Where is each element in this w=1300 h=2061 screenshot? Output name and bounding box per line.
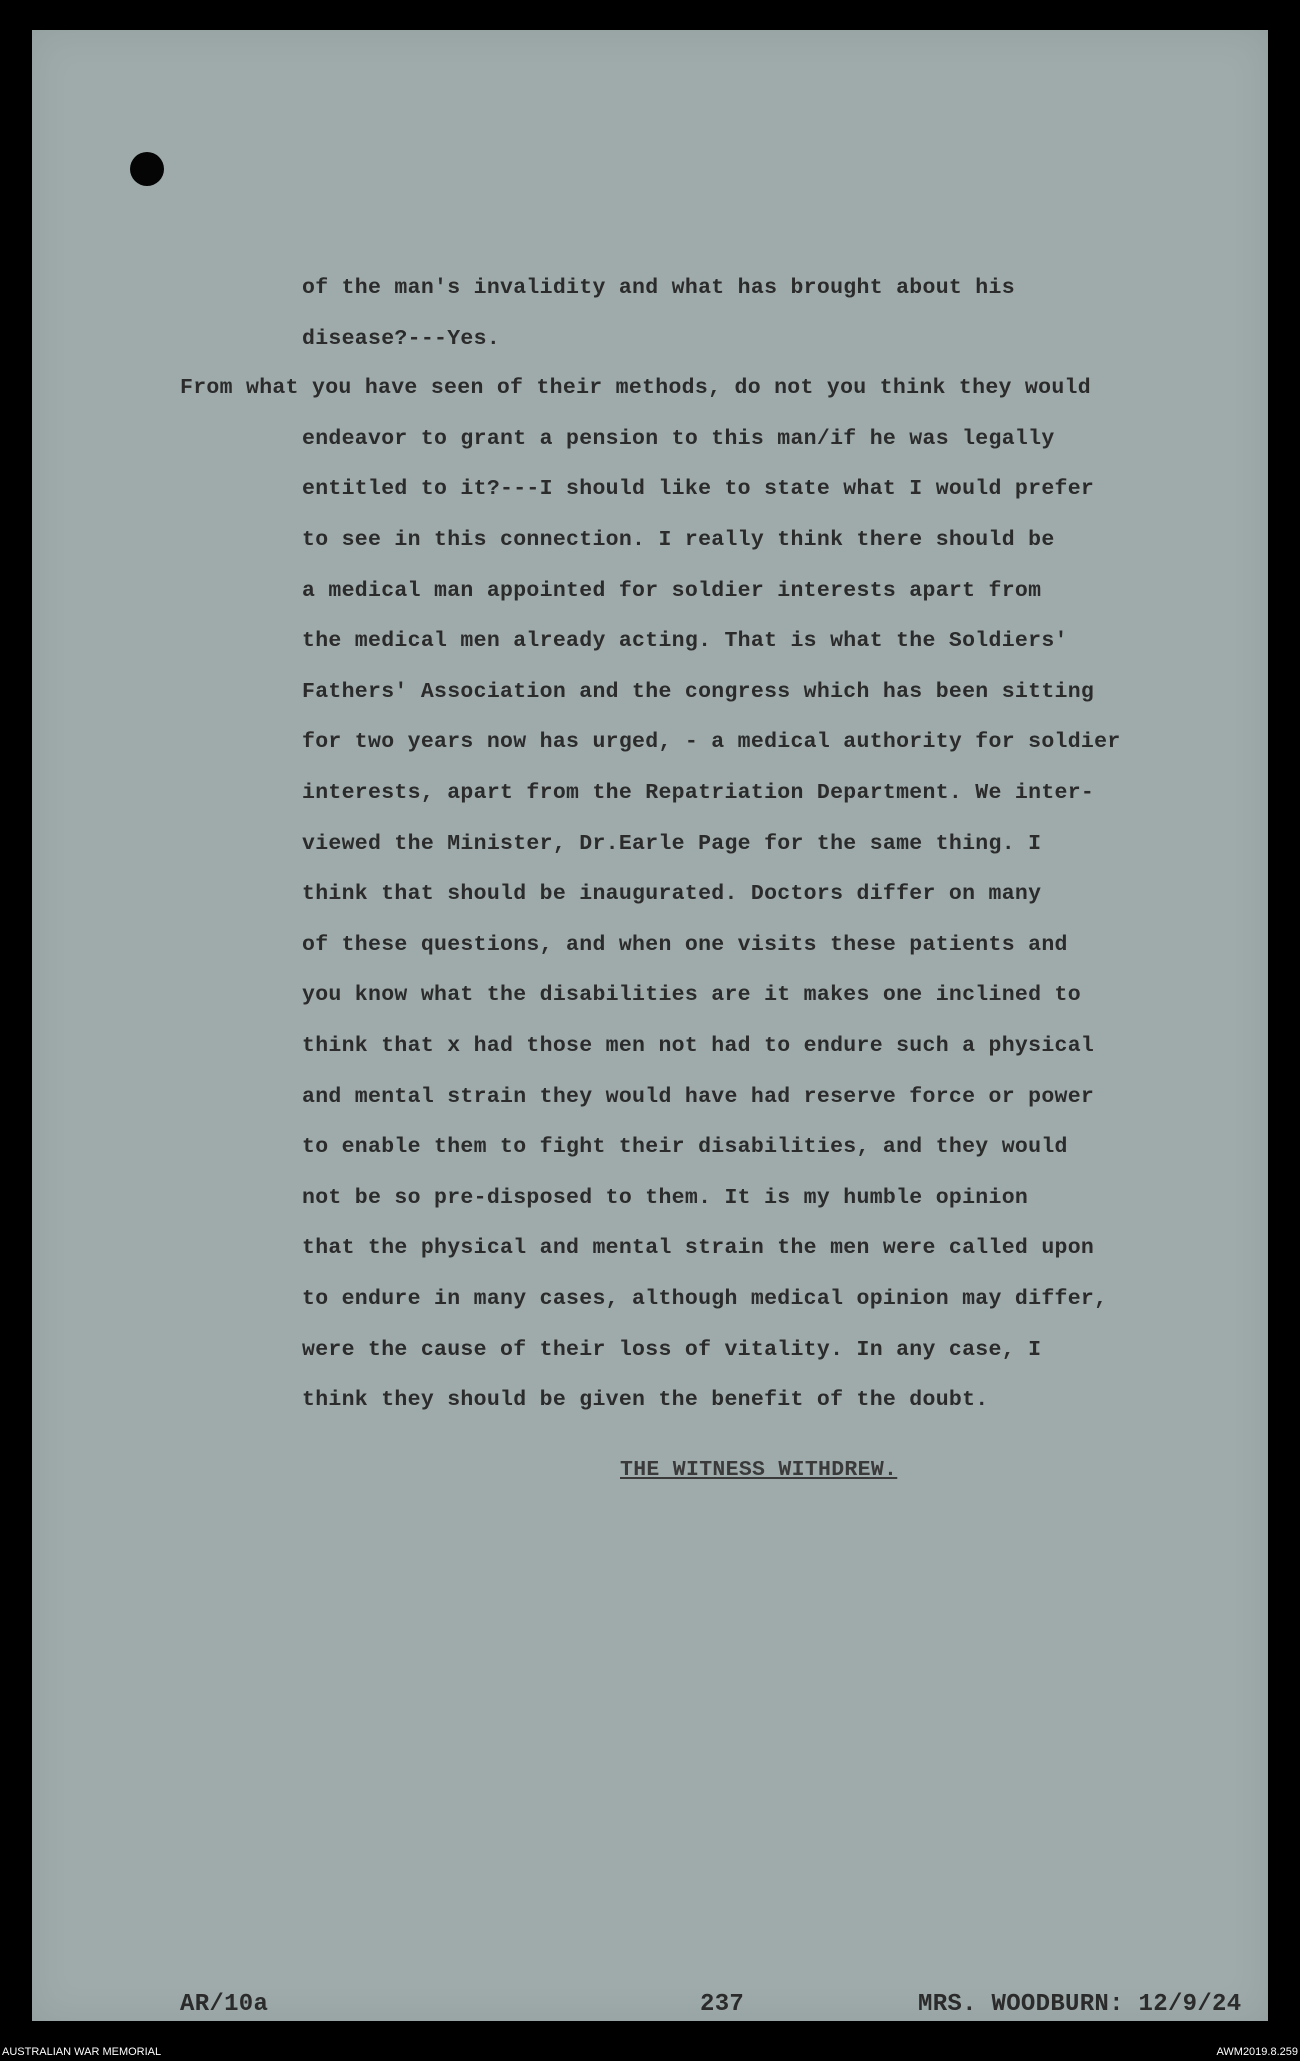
text-line: for two years now has urged, - a medical authority for soldier (302, 730, 1121, 754)
text-line: the medical men already acting. That is what the Soldiers' (302, 629, 1068, 653)
text-line: not be so pre-disposed to them. It is my humble opinion (302, 1186, 1029, 1210)
archive-caption-right: AWM2019.8.259 (1216, 2046, 1298, 2058)
text-line: From what you have seen of their methods, do not you think they would (180, 376, 1091, 400)
text-line: of the man's invalidity and what has brought about his (302, 276, 1015, 300)
text-line: disease?---Yes. (302, 327, 501, 351)
archive-caption-left: AUSTRALIAN WAR MEMORIAL (2, 2046, 162, 2058)
text-line: think that should be inaugurated. Doctors differ on many (302, 882, 1042, 906)
text-line: you know what the disabilities are it makes one inclined to (302, 983, 1081, 1007)
text-line: were the cause of their loss of vitality. In any case, I (302, 1338, 1042, 1362)
text-line: of these questions, and when one visits these patients and (302, 933, 1068, 957)
text-line: think they should be given the benefit of the doubt. (302, 1388, 989, 1412)
text-line: to see in this connection. I really think there should be (302, 528, 1055, 552)
footer-reference: AR/10a (180, 1991, 269, 2018)
text-line: interests, apart from the Repatriation Department. We inter- (302, 781, 1095, 805)
text-line: to enable them to fight their disabilities, and they would (302, 1135, 1068, 1159)
text-line: entitled to it?---I should like to state what I would prefer (302, 477, 1095, 501)
text-line: endeavor to grant a pension to this man/if he was legally (302, 427, 1055, 451)
text-line: Fathers' Association and the congress which has been sitting (302, 680, 1095, 704)
text-line: to endure in many cases, although medical opinion may differ, (302, 1287, 1108, 1311)
witness-note: THE WITNESS WITHDREW. (620, 1458, 898, 1482)
footer-witness-date: MRS. WOODBURN: 12/9/24 (918, 1991, 1242, 2018)
text-line: that the physical and mental strain the men were called upon (302, 1236, 1095, 1260)
text-line: viewed the Minister, Dr.Earle Page for the same thing. I (302, 832, 1042, 856)
text-line: a medical man appointed for soldier interests apart from (302, 579, 1042, 603)
page-number: 237 (700, 1991, 745, 2018)
text-line: and mental strain they would have had reserve force or power (302, 1085, 1095, 1109)
text-line: think that x had those men not had to endure such a physical (302, 1034, 1095, 1058)
